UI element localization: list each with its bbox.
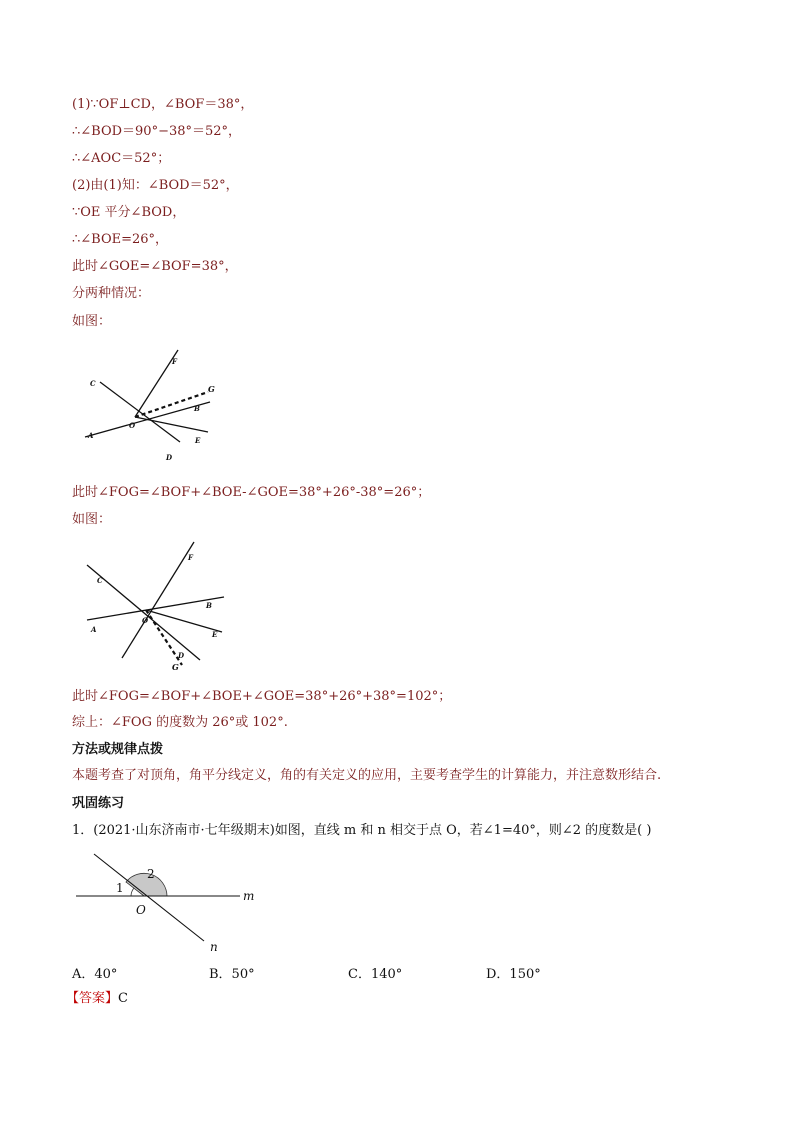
angle-2-label: 2 xyxy=(147,867,155,881)
solution-line: 此时∠FOG=∠BOF+∠BOE+∠GOE=38°+26°+38°=102°； xyxy=(72,689,452,704)
line-m-label: m xyxy=(243,889,255,903)
solution-line: 此时∠GOE=∠BOF=38°， xyxy=(72,259,238,274)
line-n-label: n xyxy=(210,940,218,954)
label-G: G xyxy=(172,662,179,672)
label-B: B xyxy=(194,404,200,413)
label-G: G xyxy=(208,384,215,394)
label-C: C xyxy=(97,576,103,585)
solution-line: 如图： xyxy=(72,512,112,527)
label-O: O xyxy=(129,421,136,430)
solution-line: 如图： xyxy=(72,314,112,329)
label-E: E xyxy=(212,630,218,639)
solution-summary: 综上：∠FOG 的度数为 26°或 102°. xyxy=(72,715,288,730)
solution-line: ∴∠BOD＝90°−38°＝52°， xyxy=(72,124,242,139)
answer-tag: 【答案】 xyxy=(66,991,119,1006)
solution-line: 分两种情况： xyxy=(72,286,151,301)
question-1-text: 1．(2021·山东济南市·七年级期末)如图，直线 m 和 n 相交于点 O，若∠1=40°，则∠2 的度数是( ) xyxy=(72,823,652,838)
figure-question-1-diagram xyxy=(72,848,272,958)
label-A: A xyxy=(91,625,97,634)
label-C: C xyxy=(90,379,96,388)
method-heading: 方法或规律点拨 xyxy=(72,742,164,757)
option-d: D．150° xyxy=(486,967,541,982)
answer-line xyxy=(66,990,128,1008)
point-O-label: O xyxy=(136,903,146,917)
solution-line: ∵OE 平分∠BOD， xyxy=(72,205,186,220)
method-text: 本题考查了对顶角，角平分线定义，角的有关定义的应用，主要考查学生的计算能力，并注意数形结合. xyxy=(72,768,662,783)
label-B: B xyxy=(206,601,212,610)
answer-options xyxy=(72,963,672,981)
solution-line: ∴∠BOE=26°， xyxy=(72,232,169,247)
solution-line: (2)由(1)知：∠BOD＝52°， xyxy=(72,178,239,193)
option-a: A．40° xyxy=(72,967,118,982)
label-O: O xyxy=(142,616,149,625)
angle-1-label: 1 xyxy=(116,881,124,895)
answer-value: C xyxy=(118,991,128,1006)
label-D: D xyxy=(166,453,173,462)
figure-case2-diagram xyxy=(82,540,232,675)
label-F: F xyxy=(172,357,177,366)
solution-line: 此时∠FOG=∠BOF+∠BOE-∠GOE=38°+26°-38°=26°； xyxy=(72,485,431,500)
solution-line: (1)∵OF⊥CD，∠BOF＝38°， xyxy=(72,97,254,112)
solution-line: ∴∠AOC＝52°； xyxy=(72,151,171,166)
practice-heading: 巩固练习 xyxy=(72,796,125,811)
label-A: A xyxy=(88,431,94,440)
option-c: C．140° xyxy=(348,967,403,982)
label-F: F xyxy=(188,553,193,562)
figure-case1-diagram xyxy=(80,342,240,472)
label-D: D xyxy=(178,651,185,660)
label-E: E xyxy=(195,436,201,445)
option-b: B．50° xyxy=(209,967,255,982)
